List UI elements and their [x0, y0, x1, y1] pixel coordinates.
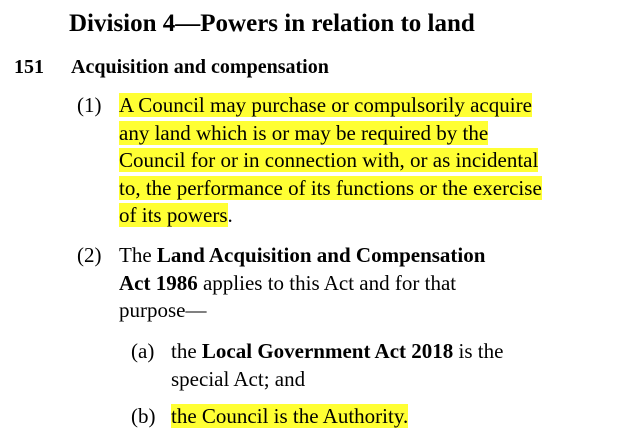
subsection-1-line	[119, 120, 542, 148]
act-year-bold: Act 1986	[119, 270, 198, 295]
paragraph-a-label: (a)	[131, 339, 155, 363]
highlighted-text: the Council is the Authority.	[171, 404, 409, 428]
paragraph-b-text	[171, 403, 408, 431]
section-number: 151	[14, 56, 44, 78]
subsection-1-text	[119, 92, 542, 230]
division-title: Division 4—Powers in relation to land	[69, 10, 475, 37]
paragraph-a-prefix: the	[171, 339, 202, 363]
subsection-2-rest: applies to this Act and for that	[197, 270, 457, 295]
highlighted-text: Council for or in connection with, or as incidental	[119, 148, 539, 172]
subsection-2-label: (2)	[77, 243, 102, 267]
paragraph-a-text	[171, 338, 503, 393]
subsection-1-line	[119, 175, 542, 203]
subsection-1-label: (1)	[77, 93, 102, 117]
subsection-2-prefix: The	[119, 243, 157, 267]
highlighted-text: of its powers	[119, 203, 228, 227]
subsection-2-line: purpose—	[119, 298, 207, 322]
subsection-2-line	[119, 242, 485, 270]
highlighted-text: A Council may purchase or compulsorily acquire	[119, 93, 532, 117]
subsection-1-line	[119, 202, 542, 230]
paragraph-b-label: (b)	[131, 404, 156, 428]
local-gov-act-bold: Local Government Act 2018	[201, 339, 454, 363]
subsection-2-text	[119, 242, 485, 325]
subsection-2-line	[119, 270, 485, 298]
subsection-1-line	[119, 92, 542, 120]
paragraph-a-rest: is the	[453, 339, 504, 363]
paragraph-a-line	[171, 338, 503, 366]
act-name-bold: Land Acquisition and Compensation	[156, 243, 486, 267]
highlighted-text: any land which is or may be required by the	[119, 120, 489, 145]
highlighted-text: to, the performance of its functions or the exercise	[119, 175, 542, 200]
subsection-1-line	[119, 147, 542, 175]
section-title: Acquisition and compensation	[71, 56, 329, 78]
paragraph-a-line: special Act; and	[171, 366, 306, 391]
subsection-1-period: .	[227, 203, 233, 227]
